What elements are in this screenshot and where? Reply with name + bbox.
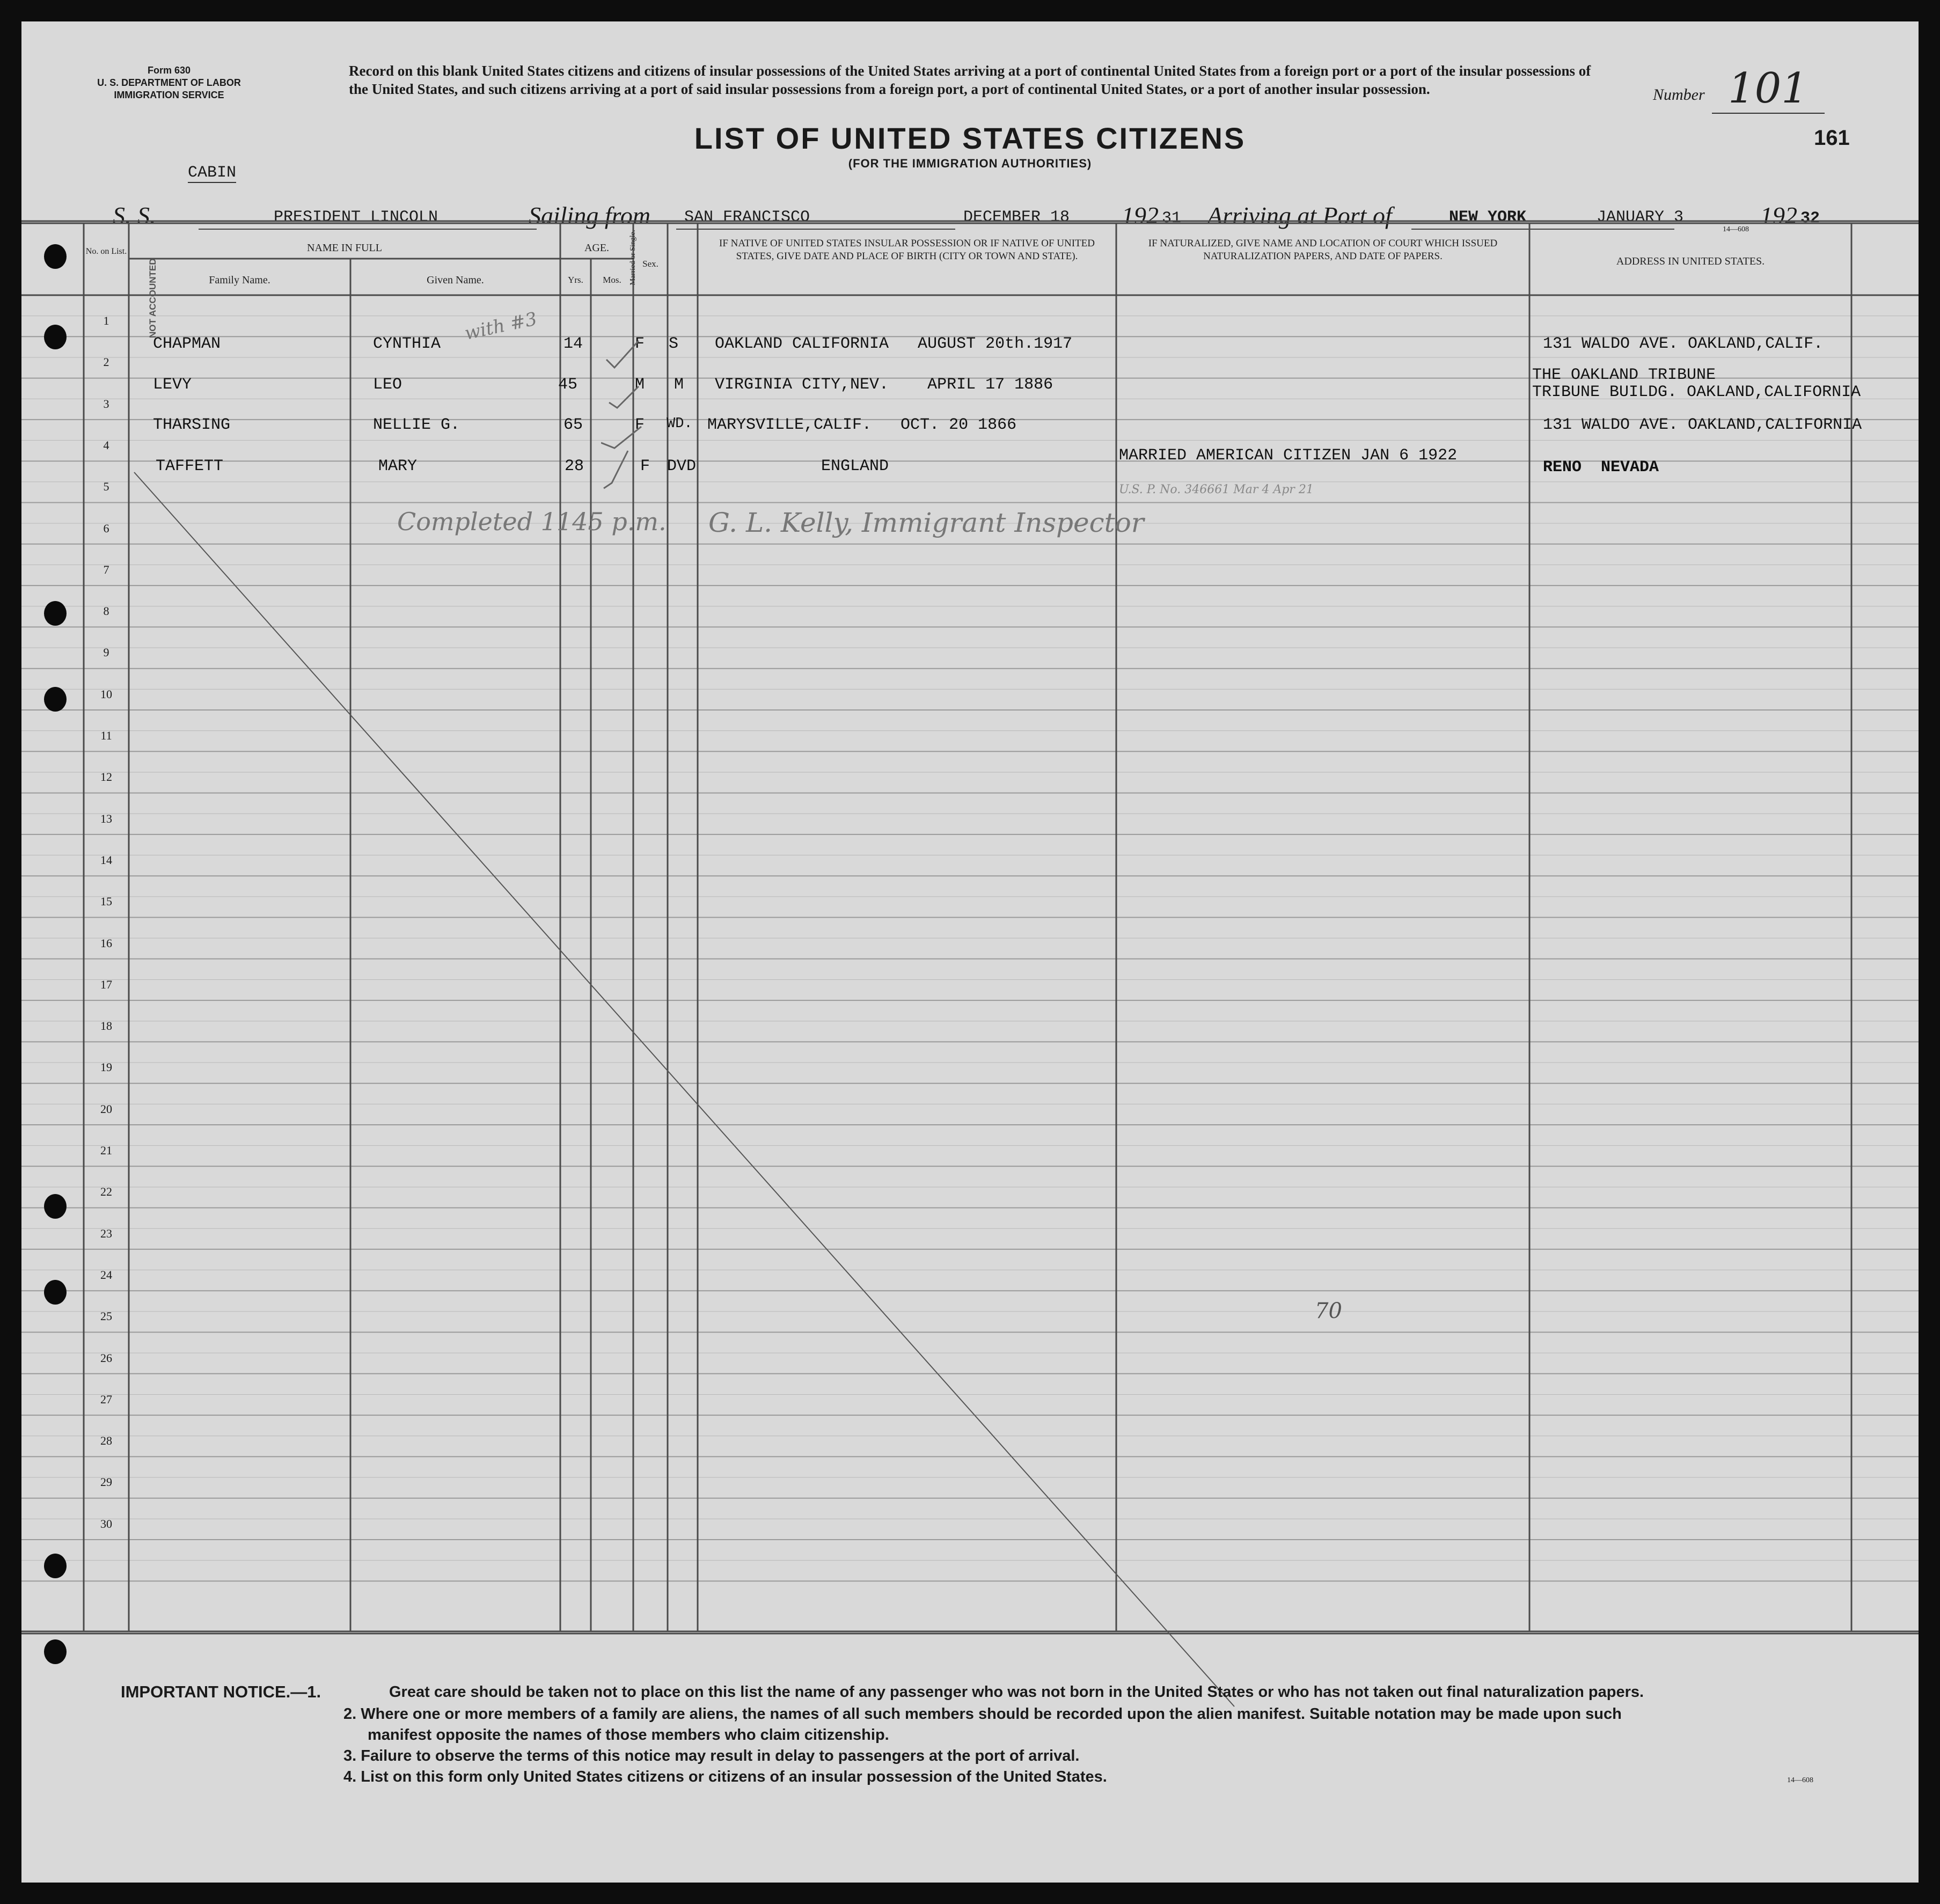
row-number: 30 [100, 1517, 112, 1530]
side-stamp: NOT ACCOUNTED [148, 258, 158, 338]
row-number: 1 [103, 314, 109, 327]
address: 131 WALDO AVE. OAKLAND,CALIF. [1543, 335, 1824, 353]
sail-date: DECEMBER 18 [963, 208, 1070, 226]
family-name: TAFFETT [156, 457, 224, 475]
table-grid [21, 21, 1919, 1883]
manifest-sheet [21, 21, 1919, 1883]
row-number: 25 [100, 1309, 112, 1323]
sailing-label: Sailing from [529, 202, 651, 229]
header-age: AGE. [584, 242, 610, 254]
list-number: 101 [1728, 64, 1808, 113]
from-port: SAN FRANCISCO [684, 208, 810, 226]
age-years: 14 [563, 335, 583, 353]
page-title: LIST OF UNITED STATES CITIZENS [694, 121, 1246, 155]
given-name: CYNTHIA [373, 335, 441, 353]
punch-hole [44, 1639, 67, 1664]
marital-status: DVD [667, 457, 697, 475]
pencil-mark: 70 [1315, 1299, 1342, 1323]
sail-year-suffix: 31 [1162, 209, 1182, 228]
age-years: 28 [565, 457, 584, 475]
address-line-2: TRIBUNE BUILDG. OAKLAND,CALIFORNIA [1532, 383, 1861, 401]
row-number: 12 [100, 770, 112, 784]
header-no-on-list: No. on List. [85, 247, 127, 256]
tiny-print: 14—608 [1723, 225, 1749, 233]
punch-hole [44, 1554, 67, 1578]
address: 131 WALDO AVE. OAKLAND,CALIFORNIA [1543, 416, 1862, 434]
arrival-port: NEW YORK [1449, 208, 1527, 226]
arrival-year-prefix: 192 [1760, 202, 1797, 229]
form-department: U. S. DEPARTMENT OF LABOR [97, 77, 241, 88]
birth-info: VIRGINIA CITY,NEV. APRIL 17 1886 [715, 376, 1053, 394]
notice-item-1: Great care should be taken not to place on this list the name of any passenger who was not born in the United States or who has not taken out final naturalization papers. [389, 1683, 1644, 1701]
row-number: 11 [100, 729, 112, 742]
class-label: CABIN [188, 164, 237, 182]
row-number: 22 [100, 1185, 112, 1199]
punch-hole [44, 1194, 67, 1219]
handwritten-completed: Completed 1145 p.m. [397, 507, 667, 536]
age-years: 65 [563, 416, 583, 434]
sex: F [635, 335, 645, 353]
row-number: 21 [100, 1144, 112, 1157]
row-number: 19 [100, 1060, 112, 1074]
inspector-signature: G. L. Kelly, Immigrant Inspector [708, 507, 1144, 538]
punch-hole [44, 1280, 67, 1305]
check-marks [601, 327, 665, 494]
punch-hole [44, 325, 67, 349]
header-given-name: Given Name. [427, 274, 484, 286]
notice-item-2: 2. Where one or more members of a family are aliens, the names of all such members should be recorded upon the alien manifest. Suitable notation may be made upon such [343, 1705, 1622, 1723]
row-number: 14 [100, 853, 112, 867]
sail-year-prefix: 192 [1122, 202, 1159, 229]
header-birth: IF NATIVE OF UNITED STATES INSULAR POSSESSION OR IF NATIVE OF UNITED STATES, GIVE DATE AND PLACE OF BIRTH (CITY OR TOWN AND STATE). [719, 238, 1095, 262]
row-number: 9 [103, 646, 109, 660]
row-number: 13 [100, 811, 112, 825]
row-number: 27 [100, 1392, 112, 1406]
arrival-year-suffix: 32 [1800, 209, 1820, 228]
row-number: 17 [100, 977, 112, 991]
row-number: 20 [100, 1102, 112, 1116]
header-family-name: Family Name. [209, 274, 270, 286]
sex: F [640, 457, 650, 475]
address: THE OAKLAND TRIBUNE [1532, 366, 1716, 384]
row-number: 2 [103, 355, 109, 369]
intro-text: Record on this blank United States citizens and citizens of insular possessions of the United States arriving at a port of continental United States from a foreign port or a port of the insular possessions of the United States, and such citizens arriving at a port of said insular possessions from a foreign port, a port of continental United States, or a port of another insular possession. [349, 63, 1591, 97]
address: RENO NEVADA [1543, 458, 1659, 477]
sex: M [635, 376, 645, 394]
row-number: 18 [100, 1019, 112, 1033]
age-years: 45 [558, 376, 578, 394]
arrival-date: JANUARY 3 [1597, 208, 1684, 226]
given-name: NELLIE G. [373, 416, 460, 434]
row-number: 15 [100, 895, 112, 909]
row-number: 24 [100, 1268, 112, 1281]
header-mos: Mos. [603, 275, 621, 285]
notice-item-2-continued: manifest opposite the names of those members who claim citizenship. [368, 1726, 889, 1744]
punch-hole [44, 244, 67, 269]
number-label: Number [1653, 86, 1705, 104]
row-number: 7 [103, 562, 109, 576]
birth-info: MARYSVILLE,CALIF. OCT. 20 1866 [707, 416, 1017, 434]
marital-status: M [674, 376, 684, 394]
given-name: MARY [378, 457, 418, 475]
header-sex: Sex. [642, 259, 658, 269]
arriving-label: Arriving at Port of [1207, 202, 1392, 229]
row-number: 16 [100, 936, 112, 950]
row-number: 23 [100, 1226, 112, 1240]
family-name: LEVY [153, 376, 192, 394]
marital-status: WD. [667, 416, 693, 432]
header-address: ADDRESS IN UNITED STATES. [1616, 255, 1765, 267]
page-number: 161 [1814, 126, 1850, 150]
row-number: 3 [103, 397, 109, 411]
punch-hole [44, 601, 67, 626]
handwritten-with-note: with #3 [463, 308, 539, 345]
header-name-in-full: NAME IN FULL [307, 242, 382, 254]
punch-hole [44, 687, 67, 712]
form-number: Form 630 [147, 65, 191, 76]
row-number: 4 [103, 438, 109, 452]
row-number: 28 [100, 1434, 112, 1448]
header-naturalized: IF NATURALIZED, GIVE NAME AND LOCATION OF COURT WHICH ISSUED NATURALIZATION PAPERS, AND DATE OF PAPERS. [1148, 238, 1498, 262]
row-number: 5 [103, 480, 109, 494]
row-number: 26 [100, 1351, 112, 1365]
notice-item-3: 3. Failure to observe the terms of this notice may result in delay to passengers at the port of arrival. [343, 1747, 1080, 1764]
naturalization-info: MARRIED AMERICAN CITIZEN JAN 6 1922 [1119, 446, 1458, 465]
header-married: Married or Single. [629, 230, 637, 285]
row-number: 10 [100, 687, 112, 701]
form-service: IMMIGRATION SERVICE [114, 90, 224, 100]
ship-name: PRESIDENT LINCOLN [274, 208, 438, 226]
page-subtitle: (FOR THE IMMIGRATION AUTHORITIES) [848, 157, 1092, 170]
marital-status: S [669, 335, 679, 353]
row-number: 29 [100, 1475, 112, 1489]
family-name: CHAPMAN [153, 335, 221, 353]
birth-info: ENGLAND [821, 457, 889, 475]
family-name: THARSING [153, 416, 231, 434]
header-yrs: Yrs. [568, 275, 583, 285]
handwritten-naturalization-note: U.S. P. No. 346661 Mar 4 Apr 21 [1119, 483, 1314, 496]
ss-label: S. S. [113, 202, 156, 229]
notice-heading: IMPORTANT NOTICE.—1. [121, 1682, 321, 1701]
birth-info: OAKLAND CALIFORNIA AUGUST 20th.1917 [715, 335, 1073, 353]
notice-item-4: 4. List on this form only United States citizens or citizens of an insular possession of the United States. [343, 1768, 1107, 1785]
sex: F [635, 416, 645, 434]
row-number: 6 [103, 521, 109, 535]
given-name: LEO [373, 376, 402, 394]
footer-code: 14—608 [1787, 1776, 1813, 1784]
row-number: 8 [103, 604, 109, 618]
